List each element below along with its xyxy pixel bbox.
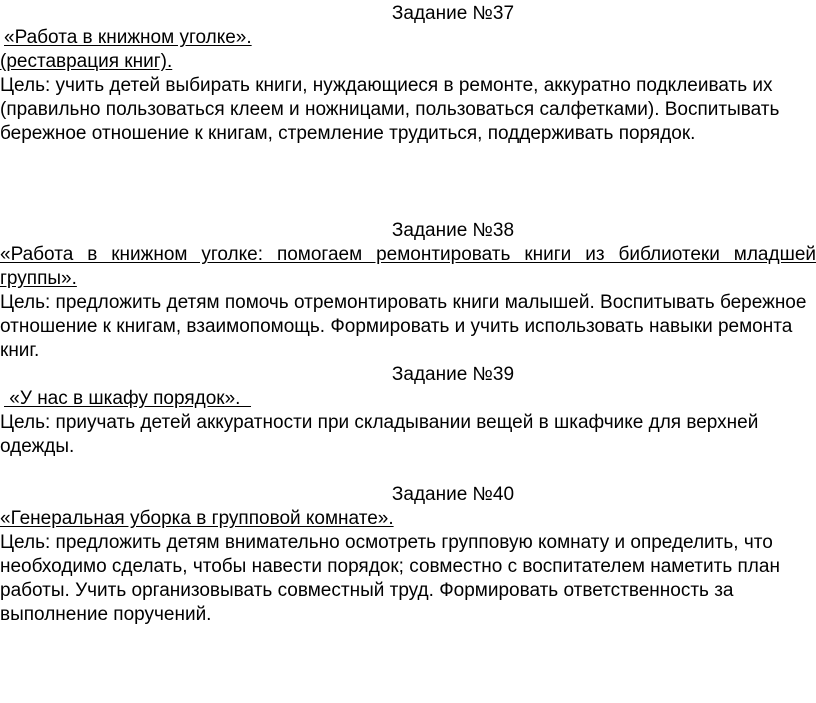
task-heading: Задание №40 bbox=[391, 484, 515, 505]
task-goal-line: Цель: приучать детей аккуратности при складывании вещей в шкафчике для верхней bbox=[0, 412, 759, 433]
task-38 bbox=[0, 219, 816, 363]
task-goal-line: одежды. bbox=[0, 436, 75, 457]
task-goal-line: Цель: учить детей выбирать книги, нуждающиеся в ремонте, аккуратно подклеивать их bbox=[0, 75, 773, 96]
task-39 bbox=[0, 363, 816, 459]
task-40 bbox=[0, 483, 816, 627]
task-goal-line: необходимо сделать, чтобы навести порядок; совместно с воспитателем наметить план bbox=[0, 556, 780, 577]
task-title-line: «У нас в шкафу порядок». bbox=[4, 388, 252, 409]
task-heading: Задание №37 bbox=[391, 3, 515, 24]
task-goal-line: бережное отношение к книгам, стремление трудиться, поддерживать порядок. bbox=[0, 123, 696, 144]
task-title-line: группы». bbox=[0, 268, 77, 289]
task-goal-line: отношение к книгам, взаимопомощь. Формировать и учить использовать навыки ремонта bbox=[0, 316, 793, 337]
task-title-line: (реставрация книг). bbox=[0, 51, 173, 72]
task-heading: Задание №38 bbox=[391, 220, 515, 241]
task-title-line: «Генеральная уборка в групповой комнате». bbox=[0, 508, 394, 529]
task-title-line: «Работа в книжном уголке: помогаем ремонтировать книги из библиотеки младшей bbox=[0, 244, 816, 265]
task-37 bbox=[0, 2, 816, 146]
task-goal-line: работы. Учить организовывать совместный труд. Формировать ответственность за bbox=[0, 580, 734, 601]
task-goal-line: (правильно пользоваться клеем и ножницами, пользоваться салфетками). Воспитывать bbox=[0, 99, 780, 120]
task-goal-line: Цель: предложить детям помочь отремонтировать книги малышей. Воспитывать бережное bbox=[0, 292, 807, 313]
task-goal-line: выполнение поручений. bbox=[0, 604, 212, 625]
task-title-line: «Работа в книжном уголке». bbox=[4, 27, 252, 48]
task-goal-line: Цель: предложить детям внимательно осмотреть групповую комнату и определить, что bbox=[0, 532, 773, 553]
task-heading: Задание №39 bbox=[391, 364, 515, 385]
task-goal-line: книг. bbox=[0, 340, 40, 361]
